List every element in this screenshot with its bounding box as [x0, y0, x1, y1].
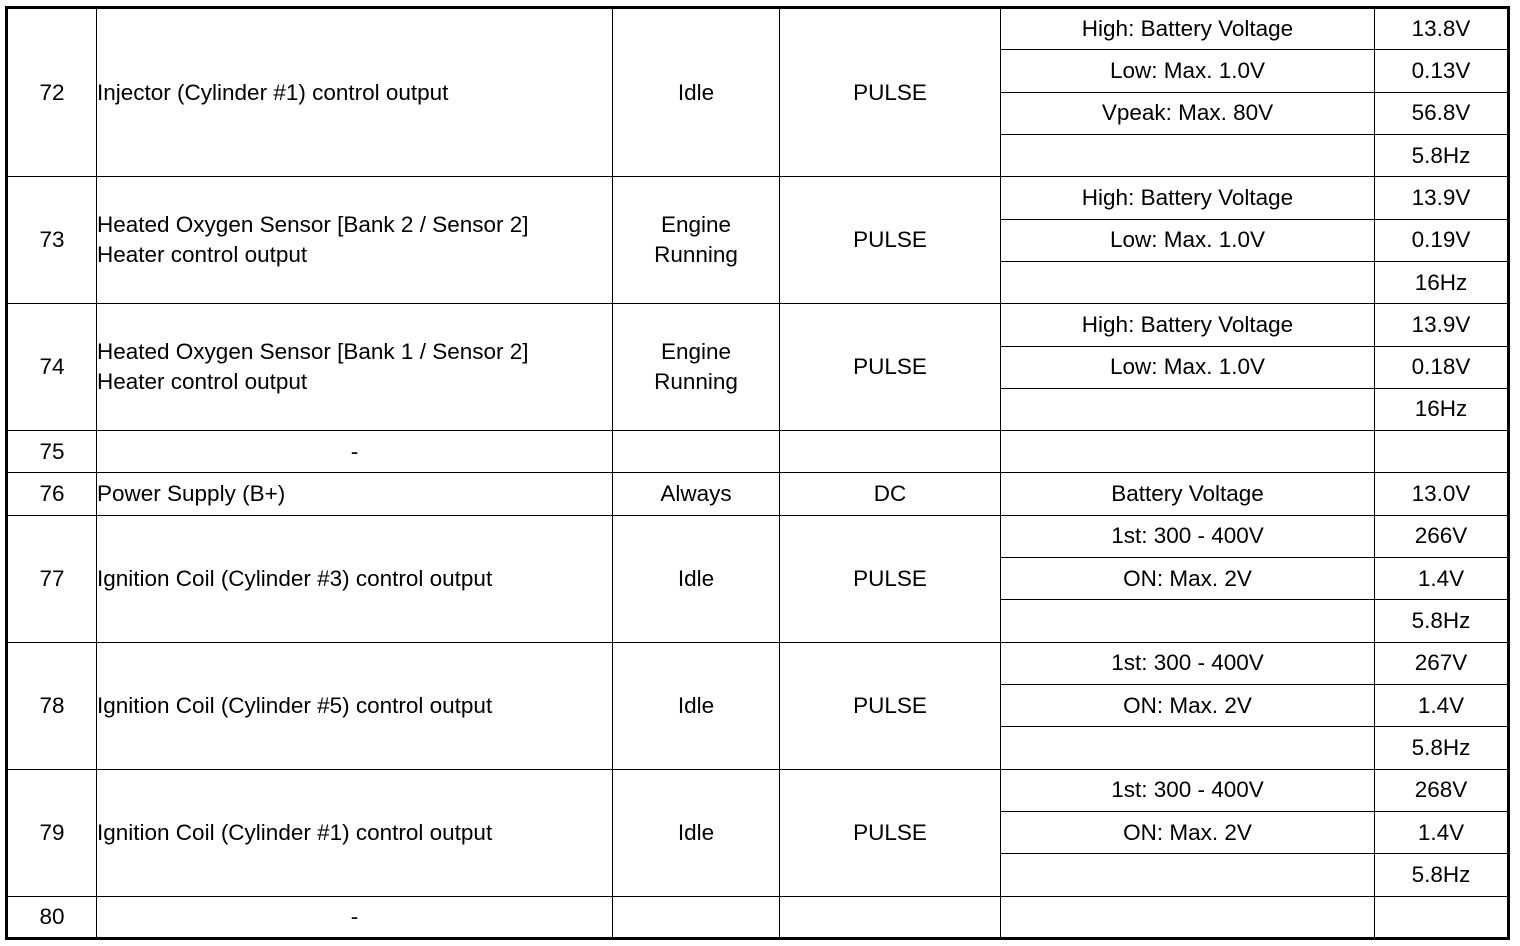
terminal-number-cell [7, 473, 97, 515]
measured-value-cell: 1.4V [1375, 558, 1509, 600]
condition-line: Engine [660, 212, 732, 238]
condition-cell [613, 431, 780, 473]
condition-line: Idle [677, 79, 715, 105]
specification-cell: High: Battery Voltage [1001, 304, 1375, 346]
description-cell [97, 515, 613, 642]
specification-cell: Vpeak: Max. 80V [1001, 92, 1375, 134]
condition-line: Idle [677, 692, 715, 718]
terminal-number-cell [7, 515, 97, 642]
description-cell [97, 8, 613, 177]
description-line: - [350, 903, 359, 929]
signal-type-cell [780, 896, 1001, 938]
terminal-number: 72 [39, 79, 65, 105]
specification-cell: ON: Max. 2V [1001, 685, 1375, 727]
specification-cell: Low: Max. 1.0V [1001, 50, 1375, 92]
terminal-number-cell [7, 177, 97, 304]
description-cell [97, 304, 613, 431]
terminal-number: 80 [39, 903, 65, 929]
measured-value-cell: 13.9V [1375, 304, 1509, 346]
specification-cell [1001, 896, 1375, 938]
description-line: Power Supply (B+) [97, 481, 286, 507]
condition-cell [613, 177, 780, 304]
terminal-number-cell [7, 896, 97, 938]
specification-cell: High: Battery Voltage [1001, 8, 1375, 50]
measured-value-cell: 267V [1375, 642, 1509, 684]
measured-value-cell: 1.4V [1375, 685, 1509, 727]
terminal-number: 75 [39, 438, 65, 464]
signal-type-cell [780, 8, 1001, 177]
terminal-number-cell [7, 304, 97, 431]
description-line: Heated Oxygen Sensor [Bank 2 / Sensor 2] [97, 212, 529, 238]
description-line: Heated Oxygen Sensor [Bank 1 / Sensor 2] [97, 339, 529, 365]
specification-cell [1001, 134, 1375, 176]
table-row [7, 8, 1509, 50]
description-line: Ignition Coil (Cylinder #1) control output [97, 819, 493, 845]
measured-value-cell: 0.18V [1375, 346, 1509, 388]
condition-line: Idle [677, 565, 715, 591]
measured-value-cell: 56.8V [1375, 92, 1509, 134]
specification-cell [1001, 600, 1375, 642]
signal-type: PULSE [853, 692, 927, 718]
condition-cell [613, 8, 780, 177]
table-row [7, 177, 1509, 219]
specification-cell [1001, 388, 1375, 430]
description-cell [97, 896, 613, 938]
condition-line: Engine [660, 339, 732, 365]
terminal-number-cell [7, 642, 97, 769]
measured-value-cell: 13.0V [1375, 473, 1509, 515]
measured-value-cell [1375, 431, 1509, 473]
signal-type-cell [780, 431, 1001, 473]
terminal-number: 78 [39, 692, 65, 718]
terminal-number-cell [7, 431, 97, 473]
description-cell [97, 177, 613, 304]
specification-cell [1001, 727, 1375, 769]
condition-line: Running [654, 242, 738, 268]
table-row [7, 896, 1509, 938]
signal-type-cell [780, 177, 1001, 304]
condition-line: Running [654, 369, 738, 395]
table-row [7, 431, 1509, 473]
description-cell [97, 473, 613, 515]
description-line: Ignition Coil (Cylinder #3) control output [97, 565, 493, 591]
condition-cell [613, 515, 780, 642]
condition-cell [613, 896, 780, 938]
specification-cell: Low: Max. 1.0V [1001, 219, 1375, 261]
terminal-number-cell [7, 8, 97, 177]
specification-cell [1001, 261, 1375, 303]
measured-value-cell: 16Hz [1375, 261, 1509, 303]
description-line: - [350, 438, 359, 464]
description-line: Injector (Cylinder #1) control output [97, 79, 449, 105]
signal-type-cell [780, 642, 1001, 769]
signal-type: PULSE [853, 79, 927, 105]
signal-type: PULSE [853, 227, 927, 253]
measured-value-cell: 266V [1375, 515, 1509, 557]
specification-cell: 1st: 300 - 400V [1001, 642, 1375, 684]
signal-type-cell [780, 769, 1001, 896]
signal-type: PULSE [853, 819, 927, 845]
condition-line: Idle [677, 819, 715, 845]
specification-cell: 1st: 300 - 400V [1001, 515, 1375, 557]
measured-value-cell: 0.19V [1375, 219, 1509, 261]
signal-type-cell [780, 515, 1001, 642]
description-cell [97, 642, 613, 769]
terminal-number: 74 [39, 354, 65, 380]
condition-cell [613, 642, 780, 769]
specification-cell: ON: Max. 2V [1001, 558, 1375, 600]
terminal-number: 76 [39, 481, 65, 507]
measured-value-cell: 5.8Hz [1375, 600, 1509, 642]
condition-cell [613, 304, 780, 431]
table-row [7, 515, 1509, 557]
table-body [7, 8, 1509, 939]
measured-value-cell: 13.9V [1375, 177, 1509, 219]
specification-cell: Battery Voltage [1001, 473, 1375, 515]
measured-value-cell: 13.8V [1375, 8, 1509, 50]
measured-value-cell: 0.13V [1375, 50, 1509, 92]
specification-cell: Low: Max. 1.0V [1001, 346, 1375, 388]
specification-cell: High: Battery Voltage [1001, 177, 1375, 219]
terminal-number: 79 [39, 819, 65, 845]
measured-value-cell: 268V [1375, 769, 1509, 811]
measured-value-cell [1375, 896, 1509, 938]
measured-value-cell: 1.4V [1375, 811, 1509, 853]
description-line: Heater control output [97, 369, 308, 395]
table-row [7, 642, 1509, 684]
specification-cell [1001, 431, 1375, 473]
signal-type-cell [780, 473, 1001, 515]
condition-line: Always [660, 481, 732, 507]
measured-value-cell: 5.8Hz [1375, 134, 1509, 176]
description-line: Ignition Coil (Cylinder #5) control output [97, 692, 493, 718]
description-line: Heater control output [97, 242, 308, 268]
table-row [7, 473, 1509, 515]
condition-cell [613, 769, 780, 896]
measured-value-cell: 5.8Hz [1375, 727, 1509, 769]
terminal-spec-table [5, 6, 1510, 940]
terminal-number-cell [7, 769, 97, 896]
table-row [7, 304, 1509, 346]
specification-cell: ON: Max. 2V [1001, 811, 1375, 853]
condition-cell [613, 473, 780, 515]
table-row [7, 769, 1509, 811]
signal-type: PULSE [853, 354, 927, 380]
description-cell [97, 431, 613, 473]
terminal-number: 73 [39, 227, 65, 253]
measured-value-cell: 5.8Hz [1375, 854, 1509, 896]
signal-type-cell [780, 304, 1001, 431]
description-cell [97, 769, 613, 896]
specification-cell [1001, 854, 1375, 896]
signal-type: DC [873, 481, 907, 507]
signal-type: PULSE [853, 565, 927, 591]
terminal-number: 77 [39, 565, 65, 591]
measured-value-cell: 16Hz [1375, 388, 1509, 430]
specification-cell: 1st: 300 - 400V [1001, 769, 1375, 811]
